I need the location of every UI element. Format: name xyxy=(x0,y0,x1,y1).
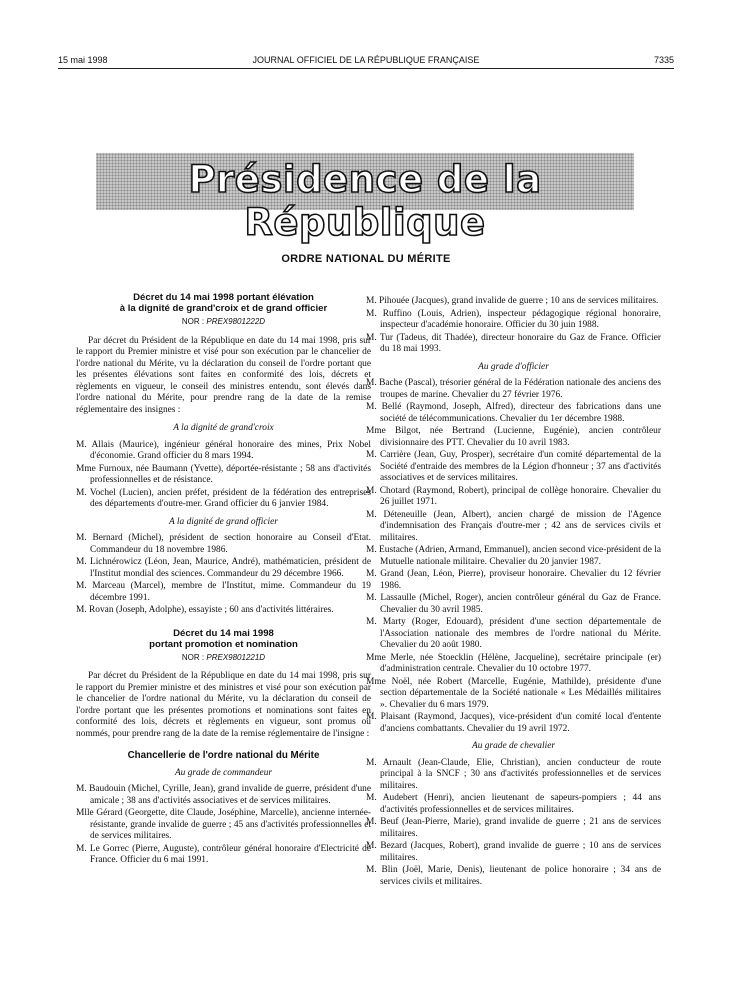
list-item: M. Tur (Tadeus, dit Thadée), directeur honoraire du Gaz de France. Officier du 18 mai 1993. xyxy=(366,332,661,354)
decree2-title-line1: Décret du 14 mai 1998 xyxy=(173,627,274,639)
decree1-nor-code: PREX9801222D xyxy=(206,317,266,326)
list-item: M. Bernard (Michel), président de section honoraire au Conseil d'Etat. Commandeur du 18 novembre 1986. xyxy=(76,533,371,555)
list-item: M. Blin (Joël, Marie, Denis), lieutenant de police honoraire ; 34 ans de services civils et militaires. xyxy=(366,865,661,887)
decree1-section-heading: A la dignité de grand officier xyxy=(169,516,278,527)
list-item: M. Lichnérowicz (Léon, Jean, Maurice, André), mathématicien, président de l'Institut mondial des sciences. Commandeur du 29 décembre 1966. xyxy=(76,557,371,579)
list-item: M. Carrière (Jean, Guy, Prosper), secrétaire d'un comité départemental de la Société d'entraide des membres de la Légion d'honneur ; 37 ans d'activités associatives et de services militaires. xyxy=(366,450,661,483)
list-item: M. Bezard (Jacques, Robert), grand invalide de guerre ; 10 ans de services militaires. xyxy=(366,841,661,863)
list-item: M. Chotard (Raymond, Robert), principal de collège honoraire. Chevalier du 26 juillet 1971. xyxy=(366,485,661,507)
header-page-number: 7335 xyxy=(653,55,674,65)
decree1-intro: Par décret du Président de la République en date du 14 mai 1998, pris sur le rapport du Premier ministre et visé pour son exécution par le chancelier de l'ordre national du Mérite, vu la déclaration du conseil de l'ordre portant que les présentes élévations sont faites en conformité des lois, décrets et règlements en vigueur, le conseil des ministres entendu, sont élevés dans l'ordre national du Mérite, pour prendre rang de la date de la remise réglementaire des insignes : xyxy=(76,335,371,415)
list-item: M. Grand (Jean, Léon, Pierre), proviseur honoraire. Chevalier du 12 février 1986. xyxy=(366,569,661,591)
list-item: M. Marceau (Marcel), membre de l'Institut, mime. Commandeur du 19 décembre 1991. xyxy=(76,581,371,603)
list-item: Mme Furnoux, née Baumann (Yvette), déportée-résistante ; 58 ans d'activités professionnelles et de résistance. xyxy=(76,463,371,485)
decree2-title-line2: portant promotion et nomination xyxy=(149,638,298,650)
decree2-intro: Par décret du Président de la République en date du 14 mai 1998, pris sur le rapport du Premier ministre et des ministres et visé pour son exécution par le chancelier de l'ordre national du Mérite, vu la déclaration du conseil de l'ordre portant que les présentes promotions et nominations sont faites en conformité des lois, décrets et règlements en vigueur, sont promus ou nommés, pour prendre rang de la date de la remise réglementaire de l'insigne : xyxy=(76,671,371,739)
decree1-section-heading: A la dignité de grand'croix xyxy=(173,423,274,433)
decree2-title xyxy=(76,628,371,650)
chancellerie-heading: Chancellerie de l'ordre national du Mérite xyxy=(127,750,320,761)
officier-heading: Au grade d'officier xyxy=(478,361,549,372)
header-journal-title: JOURNAL OFFICIEL DE LA RÉPUBLIQUE FRANÇAISE xyxy=(252,55,480,65)
list-item: Mme Bilgot, née Bertrand (Lucienne, Eugénie), ancien contrôleur divisionnaire des PTT. Chevalier du 10 avril 1983. xyxy=(366,426,661,448)
decree1-nor-label: NOR : xyxy=(181,317,205,326)
list-item: Mme Noël, née Robert (Marcelle, Eugénie, Mathilde), présidente d'une section départementale de la Société nationale « Les Médaillés militaires ». Chevalier du 6 mars 1979. xyxy=(366,676,661,710)
chevalier-heading: Au grade de chevalier xyxy=(471,741,556,751)
header-rule xyxy=(58,68,674,69)
list-item: M. Beuf (Jean-Pierre, Marie), grand invalide de guerre ; 21 ans de services militaires. xyxy=(366,817,661,839)
list-item: M. Audebert (Henri), ancien lieutenant de sapeurs-pompiers ; 44 ans d'activités professionnelles et de services militaires. xyxy=(366,793,661,815)
right-column xyxy=(366,296,661,889)
list-item: M. Eustache (Adrien, Armand, Emmanuel), ancien second vice-président de la Mutuelle nationale militaire. Chevalier du 20 janvier 1987. xyxy=(366,545,661,567)
left-column xyxy=(76,292,371,868)
list-item: M. Allais (Maurice), ingénieur général honoraire des mines, Prix Nobel d'économie. Grand officier du 8 mars 1994. xyxy=(76,439,371,461)
list-item: M. Pihouée (Jacques), grand invalide de guerre ; 10 ans de services militaires. xyxy=(366,296,659,306)
commandeur-heading: Au grade de commandeur xyxy=(174,767,273,778)
decree2-nor-label: NOR : xyxy=(181,652,205,662)
list-item: M. Le Gorrec (Pierre, Auguste), contrôleur général honoraire d'Electricité de France. Officier du 6 mai 1991. xyxy=(76,843,371,865)
decree1-title xyxy=(76,292,371,314)
list-item: M. Arnault (Jean-Claude, Elie, Christian), ancien conducteur de route principal à la SNCF ; 30 ans d'activités professionnelles et de services militaires. xyxy=(366,757,661,791)
order-title: ORDRE NATIONAL DU MÉRITE xyxy=(281,253,451,265)
list-item: M. Rovan (Joseph, Adolphe), essayiste ; 60 ans d'activités littéraires. xyxy=(76,605,334,615)
list-item: M. Ruffino (Louis, Adrien), inspecteur pédagogique régional honoraire, inspecteur d'académie honoraire. Officier du 30 juin 1988. xyxy=(366,308,661,330)
decree2-nor-code: PREX9801221D xyxy=(206,652,266,662)
decree2-nor xyxy=(76,652,371,664)
list-item: M. Lassaulle (Michel, Roger), ancien contrôleur général du Gaz de France. Chevalier du 30 avril 1985. xyxy=(366,593,661,615)
list-item: Mlle Gérard (Georgette, dite Claude, Joséphine, Marcelle), ancienne internée-résistante, grande invalide de guerre ; 45 ans d'activités professionnelles et de services militaires. xyxy=(76,808,371,841)
list-item: Mme Merle, née Stoecklin (Hélène, Jacqueline), secrétaire principale (er) d'administration centrale. Chevalier du 10 octobre 1977. xyxy=(366,652,661,674)
list-item: M. Plaisant (Raymond, Jacques), vice-président d'un comité local d'entente d'anciens combattants. Chevalier du 19 avril 1972. xyxy=(366,712,661,734)
decree1-nor xyxy=(76,316,371,328)
banner-title: Présidence de la République xyxy=(188,158,542,244)
list-item: M. Marty (Roger, Edouard), président d'une section départementale de l'Association nationale des membres de l'ordre national du Mérite. Chevalier du 20 août 1980. xyxy=(366,617,661,650)
list-item: M. Baudouin (Michel, Cyrille, Jean), grand invalide de guerre, président d'une amicale ; 38 ans d'activités associatives et de services militaires. xyxy=(76,784,371,806)
decree1-title-line2: à la dignité de grand'croix et de grand officier xyxy=(119,303,328,314)
list-item: M. Déteneuille (Jean, Albert), ancien chargé de mission de l'Agence d'indemnisation des Français d'outre-mer ; 42 ans de services civils et militaires. xyxy=(366,509,661,543)
list-item: M. Bache (Pascal), trésorier général de la Fédération nationale des anciens des troupes de marine. Chevalier du 27 février 1976. xyxy=(366,378,661,400)
page-header xyxy=(58,55,674,69)
list-item: M. Bellé (Raymond, Joseph, Alfred), directeur des fabrications dans une société de télécommunications. Chevalier du 1er décembre 1988. xyxy=(366,402,661,424)
header-date: 15 mai 1998 xyxy=(58,55,108,65)
decree1-title-line1: Décret du 14 mai 1998 portant élévation xyxy=(133,292,314,303)
list-item: M. Vochel (Lucien), ancien préfet, président de la fédération des entreprises des départements d'outre-mer. Grand officier du 6 janvier 1984. xyxy=(76,487,371,509)
